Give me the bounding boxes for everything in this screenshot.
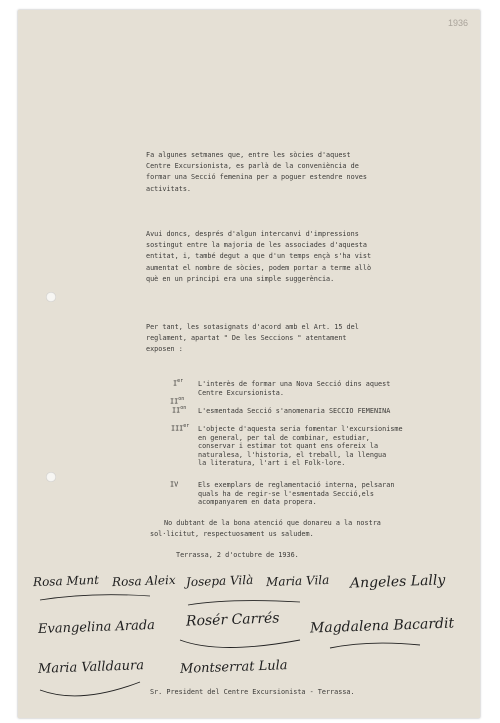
point-text: L'objecte d'aquesta seria fomentar l'excursionisme en general, per tal de combinar, estudiar, conservar i estimar tot quant ens ofereix la naturalesa, l'historia, el treball, la llengua la literatura, l'art i el Folk-lore. — [198, 425, 403, 467]
point-text: L'esmentada Secció s'anomenaria SECCIO FEMENINA — [198, 407, 391, 415]
point-number: IV — [170, 480, 179, 489]
text-line: Per tant, les sotasignats d'acord amb el Art. 15 del — [146, 323, 359, 331]
signature: Angeles Lally — [349, 572, 446, 592]
text-line: Centre Excursionista, es parlà de la conveniència de — [146, 162, 359, 171]
point-number: $II^{on}$ — [172, 405, 187, 415]
point-number: IIIer — [171, 423, 190, 433]
text-line: activitats. — [146, 184, 192, 193]
signature: Maria Valldaura — [37, 658, 145, 677]
signature: Evangelina Arada — [37, 617, 156, 638]
point-number: Ier — [173, 378, 184, 388]
signature: Maria Vila — [265, 572, 330, 590]
signature: Magdalena Bacardit — [309, 615, 455, 637]
point-number: $II^{on}$ — [170, 396, 185, 406]
text-line: sol·licitut, respectuosament us saludem. — [150, 530, 314, 539]
text-line: Avui doncs, després d'algun intercanvi d'impressions — [146, 230, 359, 238]
point-text: L'interès de formar una Nova Secció dins aquest Centre Excursionista. — [198, 380, 391, 397]
text-line: què en un principi era una simple suggerència. — [146, 274, 335, 283]
signature: Josepa Vilà — [185, 572, 254, 590]
point-text: Els exemplars de reglamentació interna, pelsaran quals ha de regir-se l'esmentada Secció,els acompanyarem en data propera. — [198, 481, 395, 506]
text-line: reglament, apartat " De les Seccions " atentament — [146, 334, 347, 343]
signature: Rosér Carrés — [185, 610, 280, 630]
text-line: sostingut entre la majoria de les associades d'aquesta — [146, 241, 367, 250]
text-line: aumentat el nombre de sòcies, podem portar a terme allò — [146, 263, 372, 272]
text-line: exposen : — [146, 345, 183, 354]
signature: Montserrat Lula — [179, 658, 288, 677]
addressee-line: Sr. President del Centre Excursionista - Terrassa. — [150, 688, 355, 696]
text-line: formar una Secció femenina per a poguer estendre noves — [146, 173, 367, 182]
text-line: No dubtant de la bona atenció que donareu a la nostra — [164, 519, 381, 527]
corner-pencil-mark: 1936 — [447, 18, 468, 28]
text-line: entitat, i, també degut a que d'un temps ençà s'ha vist — [146, 252, 372, 261]
date-line: Terrassa, 2 d'octubre de 1936. — [176, 551, 299, 559]
signature: Rosa Aleix — [111, 572, 176, 590]
text-line: Fa algunes setmanes que, entre les sòcies d'aquest — [146, 151, 351, 159]
signature: Rosa Munt — [32, 572, 100, 590]
